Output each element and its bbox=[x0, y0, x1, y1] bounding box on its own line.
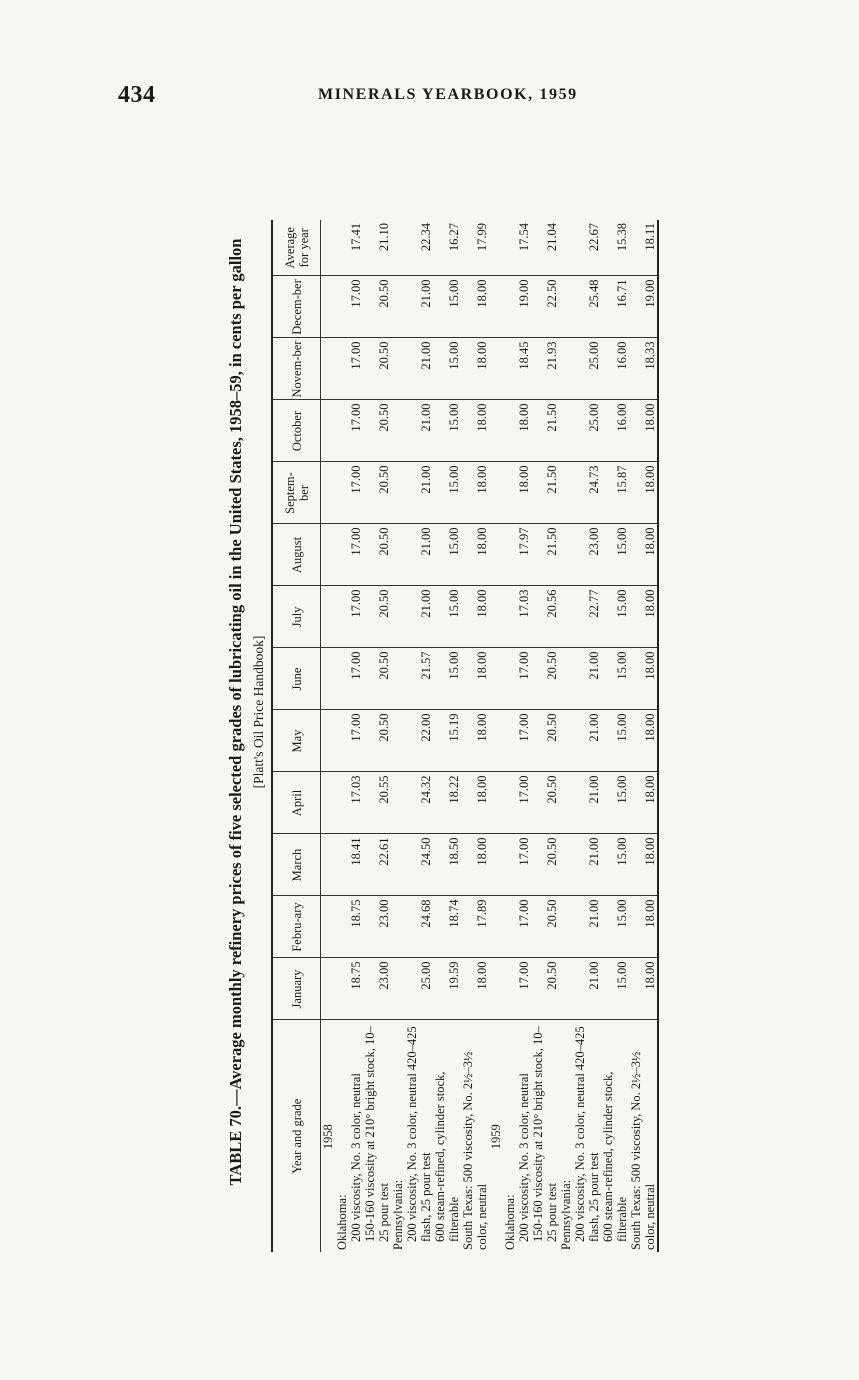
price-cell: 16.71 bbox=[601, 276, 629, 338]
empty-cell bbox=[321, 958, 336, 1020]
price-cell: 25.00 bbox=[405, 958, 433, 1020]
empty-cell bbox=[321, 338, 336, 400]
price-cell: 18.00 bbox=[461, 338, 489, 400]
price-cell: 17.00 bbox=[349, 710, 363, 772]
empty-cell bbox=[321, 710, 336, 772]
empty-cell bbox=[489, 834, 503, 896]
price-cell: 21.00 bbox=[405, 338, 433, 400]
price-cell: 15.00 bbox=[601, 648, 629, 710]
price-cell: 17.00 bbox=[517, 648, 531, 710]
price-cell: 25.00 bbox=[573, 400, 601, 462]
price-cell: 21.00 bbox=[405, 276, 433, 338]
price-cell: 18.00 bbox=[629, 958, 658, 1020]
price-cell: 17.00 bbox=[517, 958, 531, 1020]
empty-cell bbox=[335, 220, 349, 276]
empty-cell bbox=[321, 648, 336, 710]
empty-cell bbox=[489, 400, 503, 462]
price-cell: 21.00 bbox=[573, 648, 601, 710]
price-cell: 17.00 bbox=[349, 524, 363, 586]
empty-cell bbox=[489, 524, 503, 586]
price-cell: 20.50 bbox=[531, 710, 559, 772]
price-cell: 17.03 bbox=[349, 772, 363, 834]
price-cell: 23.00 bbox=[363, 958, 391, 1020]
grade-row bbox=[349, 220, 363, 1252]
grade-label: 200 viscosity, No. 3 color, neutral bbox=[349, 1073, 363, 1242]
price-cell: 15.00 bbox=[433, 462, 461, 524]
price-cell: 17.00 bbox=[349, 400, 363, 462]
empty-cell bbox=[335, 710, 349, 772]
empty-cell bbox=[503, 772, 517, 834]
empty-cell bbox=[559, 524, 573, 586]
grade-row bbox=[363, 220, 391, 1252]
empty-cell bbox=[503, 276, 517, 338]
price-cell: 18.00 bbox=[517, 462, 531, 524]
price-cell: 15.00 bbox=[601, 834, 629, 896]
price-cell: 21.00 bbox=[573, 834, 601, 896]
price-cell: 20.55 bbox=[363, 772, 391, 834]
price-cell: 18.00 bbox=[629, 586, 658, 648]
price-cell: 15.00 bbox=[601, 958, 629, 1020]
empty-cell bbox=[489, 276, 503, 338]
empty-cell bbox=[489, 958, 503, 1020]
price-cell: 18.45 bbox=[517, 338, 531, 400]
price-cell: 15.19 bbox=[433, 710, 461, 772]
price-cell: 18.50 bbox=[433, 834, 461, 896]
price-cell: 22.50 bbox=[531, 276, 559, 338]
price-cell: 18.00 bbox=[629, 710, 658, 772]
column-header: July bbox=[272, 586, 321, 648]
price-cell: 21.10 bbox=[363, 220, 391, 276]
price-cell: 24.68 bbox=[405, 896, 433, 958]
column-header: October bbox=[272, 400, 321, 462]
price-cell: 21.93 bbox=[531, 338, 559, 400]
price-cell: 20.50 bbox=[363, 338, 391, 400]
price-cell: 22.61 bbox=[363, 834, 391, 896]
price-cell: 15.00 bbox=[601, 524, 629, 586]
empty-cell bbox=[321, 834, 336, 896]
price-cell: 17.00 bbox=[349, 648, 363, 710]
price-cell: 17.97 bbox=[517, 524, 531, 586]
empty-cell bbox=[335, 896, 349, 958]
empty-cell bbox=[335, 462, 349, 524]
empty-cell bbox=[391, 462, 405, 524]
price-cell: 18.00 bbox=[461, 462, 489, 524]
empty-cell bbox=[489, 648, 503, 710]
price-cell: 24.73 bbox=[573, 462, 601, 524]
price-cell: 21.00 bbox=[573, 896, 601, 958]
price-cell: 17.00 bbox=[349, 586, 363, 648]
empty-cell bbox=[559, 896, 573, 958]
empty-cell bbox=[335, 400, 349, 462]
price-cell: 18.00 bbox=[629, 772, 658, 834]
empty-cell bbox=[391, 220, 405, 276]
price-cell: 20.50 bbox=[363, 462, 391, 524]
empty-cell bbox=[391, 710, 405, 772]
region-label: Pennsylvania: bbox=[391, 1179, 405, 1250]
price-cell: 20.50 bbox=[531, 648, 559, 710]
empty-cell bbox=[335, 586, 349, 648]
price-cell: 18.00 bbox=[629, 834, 658, 896]
price-cell: 23.00 bbox=[363, 896, 391, 958]
grade-row bbox=[461, 220, 489, 1252]
price-cell: 17.54 bbox=[517, 220, 531, 276]
table-title: TABLE 70.—Average monthly refinery prices of five selected grades of lubricating oil in the United States, 1958–59, in cents per gallon bbox=[226, 238, 245, 1186]
empty-cell bbox=[503, 710, 517, 772]
empty-cell bbox=[503, 586, 517, 648]
empty-cell bbox=[489, 586, 503, 648]
empty-cell bbox=[391, 834, 405, 896]
price-cell: 20.50 bbox=[363, 648, 391, 710]
price-cell: 18.00 bbox=[629, 462, 658, 524]
price-cell: 21.00 bbox=[573, 958, 601, 1020]
price-cell: 18.22 bbox=[433, 772, 461, 834]
table-body bbox=[321, 220, 659, 1252]
running-head: MINERALS YEARBOOK, 1959 bbox=[318, 86, 578, 103]
empty-cell bbox=[559, 220, 573, 276]
price-cell: 18.00 bbox=[461, 772, 489, 834]
price-cell: 17.41 bbox=[349, 220, 363, 276]
empty-cell bbox=[559, 648, 573, 710]
empty-cell bbox=[321, 896, 336, 958]
price-cell: 17.89 bbox=[461, 896, 489, 958]
price-cell: 24.50 bbox=[405, 834, 433, 896]
empty-cell bbox=[489, 896, 503, 958]
empty-cell bbox=[503, 648, 517, 710]
price-cell: 15.00 bbox=[601, 896, 629, 958]
price-cell: 20.50 bbox=[363, 400, 391, 462]
empty-cell bbox=[489, 220, 503, 276]
column-header: April bbox=[272, 772, 321, 834]
price-cell: 17.00 bbox=[349, 276, 363, 338]
grade-row bbox=[433, 220, 461, 1252]
empty-cell bbox=[321, 400, 336, 462]
grade-label: 600 steam-refined, cylinder stock, filterable bbox=[433, 1071, 461, 1242]
price-cell: 17.00 bbox=[349, 338, 363, 400]
empty-cell bbox=[559, 586, 573, 648]
empty-cell bbox=[335, 648, 349, 710]
price-cell: 17.00 bbox=[517, 772, 531, 834]
region-grade-label: South Texas: 500 viscosity, No. 2½–3½ color, neutral bbox=[629, 1020, 658, 1252]
price-cell: 18.00 bbox=[461, 958, 489, 1020]
price-cell: 18.00 bbox=[629, 648, 658, 710]
price-cell: 22.34 bbox=[405, 220, 433, 276]
year-label: 1958 bbox=[321, 1124, 335, 1150]
price-cell: 19.59 bbox=[433, 958, 461, 1020]
price-cell: 17.99 bbox=[461, 220, 489, 276]
price-cell: 20.50 bbox=[363, 276, 391, 338]
column-header: Year and grade bbox=[272, 1020, 321, 1252]
grade-label: 200 viscosity, No. 3 color, neutral 420–425 flash, 25 pour test bbox=[573, 1026, 601, 1242]
price-cell: 17.00 bbox=[349, 462, 363, 524]
empty-cell bbox=[559, 710, 573, 772]
empty-cell bbox=[559, 462, 573, 524]
empty-cell bbox=[335, 834, 349, 896]
price-cell: 18.00 bbox=[461, 648, 489, 710]
price-cell: 21.00 bbox=[573, 772, 601, 834]
column-header: Septem-ber bbox=[272, 462, 321, 524]
column-header: May bbox=[272, 710, 321, 772]
empty-cell bbox=[321, 524, 336, 586]
column-header: August bbox=[272, 524, 321, 586]
price-cell: 18.00 bbox=[461, 276, 489, 338]
price-cell: 18.00 bbox=[629, 524, 658, 586]
price-cell: 21.00 bbox=[405, 586, 433, 648]
empty-cell bbox=[391, 896, 405, 958]
price-cell: 20.50 bbox=[531, 896, 559, 958]
empty-cell bbox=[559, 772, 573, 834]
empty-cell bbox=[503, 400, 517, 462]
empty-cell bbox=[391, 400, 405, 462]
region-label: Oklahoma: bbox=[335, 1194, 349, 1250]
price-cell: 21.00 bbox=[405, 524, 433, 586]
price-cell: 15.87 bbox=[601, 462, 629, 524]
price-cell: 18.00 bbox=[461, 524, 489, 586]
price-cell: 21.50 bbox=[531, 400, 559, 462]
price-cell: 22.00 bbox=[405, 710, 433, 772]
price-cell: 21.00 bbox=[405, 462, 433, 524]
empty-cell bbox=[321, 586, 336, 648]
grade-label: 150-160 viscosity at 210° bright stock, 10–25 pour test bbox=[531, 1026, 559, 1242]
price-cell: 15.00 bbox=[601, 586, 629, 648]
price-cell: 18.41 bbox=[349, 834, 363, 896]
empty-cell bbox=[335, 276, 349, 338]
grade-label: 600 steam-refined, cylinder stock, filterable bbox=[601, 1071, 629, 1242]
price-cell: 22.67 bbox=[573, 220, 601, 276]
region-row bbox=[559, 220, 573, 1252]
grade-label: 200 viscosity, No. 3 color, neutral 420–425 flash, 25 pour test bbox=[405, 1026, 433, 1242]
column-header: March bbox=[272, 834, 321, 896]
empty-cell bbox=[503, 220, 517, 276]
empty-cell bbox=[503, 462, 517, 524]
price-cell: 17.00 bbox=[517, 834, 531, 896]
grade-row bbox=[531, 220, 559, 1252]
price-cell: 20.50 bbox=[363, 524, 391, 586]
price-cell: 20.50 bbox=[363, 586, 391, 648]
price-cell: 21.50 bbox=[531, 462, 559, 524]
region-label: Pennsylvania: bbox=[559, 1179, 573, 1250]
price-cell: 21.57 bbox=[405, 648, 433, 710]
price-cell: 24.32 bbox=[405, 772, 433, 834]
empty-cell bbox=[559, 400, 573, 462]
grade-row bbox=[517, 220, 531, 1252]
column-header: Average for year bbox=[272, 220, 321, 276]
price-cell: 15.00 bbox=[433, 524, 461, 586]
header-row bbox=[272, 220, 321, 1252]
price-cell: 18.11 bbox=[629, 220, 658, 276]
price-cell: 18.00 bbox=[629, 400, 658, 462]
price-cell: 18.00 bbox=[461, 710, 489, 772]
empty-cell bbox=[391, 276, 405, 338]
empty-cell bbox=[559, 958, 573, 1020]
price-cell: 18.33 bbox=[629, 338, 658, 400]
empty-cell bbox=[335, 772, 349, 834]
empty-cell bbox=[503, 958, 517, 1020]
empty-cell bbox=[503, 896, 517, 958]
column-header: June bbox=[272, 648, 321, 710]
grade-label: 200 viscosity, No. 3 color, neutral bbox=[517, 1073, 531, 1242]
price-cell: 25.48 bbox=[573, 276, 601, 338]
price-cell: 21.50 bbox=[531, 524, 559, 586]
price-cell: 18.00 bbox=[461, 834, 489, 896]
column-header: January bbox=[272, 958, 321, 1020]
price-cell: 18.74 bbox=[433, 896, 461, 958]
region-row bbox=[335, 220, 349, 1252]
grade-row bbox=[573, 220, 601, 1252]
price-cell: 15.00 bbox=[433, 648, 461, 710]
empty-cell bbox=[489, 338, 503, 400]
price-cell: 22.77 bbox=[573, 586, 601, 648]
empty-cell bbox=[489, 772, 503, 834]
price-cell: 15.00 bbox=[433, 400, 461, 462]
empty-cell bbox=[321, 772, 336, 834]
grade-label: 150-160 viscosity at 210° bright stock, 10–25 pour test bbox=[363, 1026, 391, 1242]
price-cell: 17.00 bbox=[517, 710, 531, 772]
empty-cell bbox=[335, 338, 349, 400]
price-cell: 21.00 bbox=[405, 400, 433, 462]
year-label: 1959 bbox=[489, 1124, 503, 1150]
column-header: Novem-ber bbox=[272, 338, 321, 400]
table-source: [Platt's Oil Price Handbook] bbox=[251, 635, 266, 789]
empty-cell bbox=[391, 772, 405, 834]
grade-row bbox=[629, 220, 658, 1252]
price-cell: 15.38 bbox=[601, 220, 629, 276]
grade-row bbox=[601, 220, 629, 1252]
column-header: Febru-ary bbox=[272, 896, 321, 958]
year-row bbox=[321, 220, 336, 1252]
empty-cell bbox=[489, 462, 503, 524]
rotated-table-block bbox=[226, 132, 671, 1292]
region-label: Oklahoma: bbox=[503, 1194, 517, 1250]
price-cell: 18.00 bbox=[461, 586, 489, 648]
empty-cell bbox=[321, 276, 336, 338]
price-cell: 18.00 bbox=[629, 896, 658, 958]
price-cell: 21.00 bbox=[573, 710, 601, 772]
empty-cell bbox=[489, 710, 503, 772]
empty-cell bbox=[559, 834, 573, 896]
price-cell: 15.00 bbox=[433, 338, 461, 400]
empty-cell bbox=[391, 958, 405, 1020]
price-cell: 17.00 bbox=[517, 896, 531, 958]
price-cell: 15.00 bbox=[601, 710, 629, 772]
region-grade-label: South Texas: 500 viscosity, No. 2½–3½ color, neutral bbox=[461, 1051, 489, 1250]
price-cell: 18.75 bbox=[349, 958, 363, 1020]
price-cell: 18.75 bbox=[349, 896, 363, 958]
year-row bbox=[489, 220, 503, 1252]
empty-cell bbox=[335, 958, 349, 1020]
price-cell: 15.00 bbox=[433, 586, 461, 648]
column-header: Decem-ber bbox=[272, 276, 321, 338]
price-cell: 18.00 bbox=[461, 400, 489, 462]
empty-cell bbox=[559, 338, 573, 400]
price-cell: 20.56 bbox=[531, 586, 559, 648]
empty-cell bbox=[335, 524, 349, 586]
empty-cell bbox=[391, 586, 405, 648]
region-row bbox=[503, 220, 517, 1252]
empty-cell bbox=[321, 220, 336, 276]
price-cell: 18.00 bbox=[517, 400, 531, 462]
empty-cell bbox=[503, 524, 517, 586]
price-cell: 25.00 bbox=[573, 338, 601, 400]
empty-cell bbox=[503, 338, 517, 400]
price-cell: 19.00 bbox=[517, 276, 531, 338]
empty-cell bbox=[559, 276, 573, 338]
empty-cell bbox=[391, 524, 405, 586]
price-cell: 16.00 bbox=[601, 338, 629, 400]
price-cell: 20.50 bbox=[363, 710, 391, 772]
page-number: 434 bbox=[118, 82, 156, 108]
price-cell: 17.03 bbox=[517, 586, 531, 648]
price-table bbox=[271, 220, 659, 1252]
empty-cell bbox=[391, 338, 405, 400]
price-cell: 20.50 bbox=[531, 958, 559, 1020]
price-cell: 23.00 bbox=[573, 524, 601, 586]
price-cell: 20.50 bbox=[531, 772, 559, 834]
price-cell: 15.00 bbox=[601, 772, 629, 834]
price-cell: 15.00 bbox=[433, 276, 461, 338]
grade-row bbox=[405, 220, 433, 1252]
price-cell: 16.00 bbox=[601, 400, 629, 462]
empty-cell bbox=[321, 462, 336, 524]
region-row bbox=[391, 220, 405, 1252]
price-cell: 19.00 bbox=[629, 276, 658, 338]
price-cell: 16.27 bbox=[433, 220, 461, 276]
price-cell: 21.04 bbox=[531, 220, 559, 276]
empty-cell bbox=[503, 834, 517, 896]
price-cell: 20.50 bbox=[531, 834, 559, 896]
empty-cell bbox=[391, 648, 405, 710]
